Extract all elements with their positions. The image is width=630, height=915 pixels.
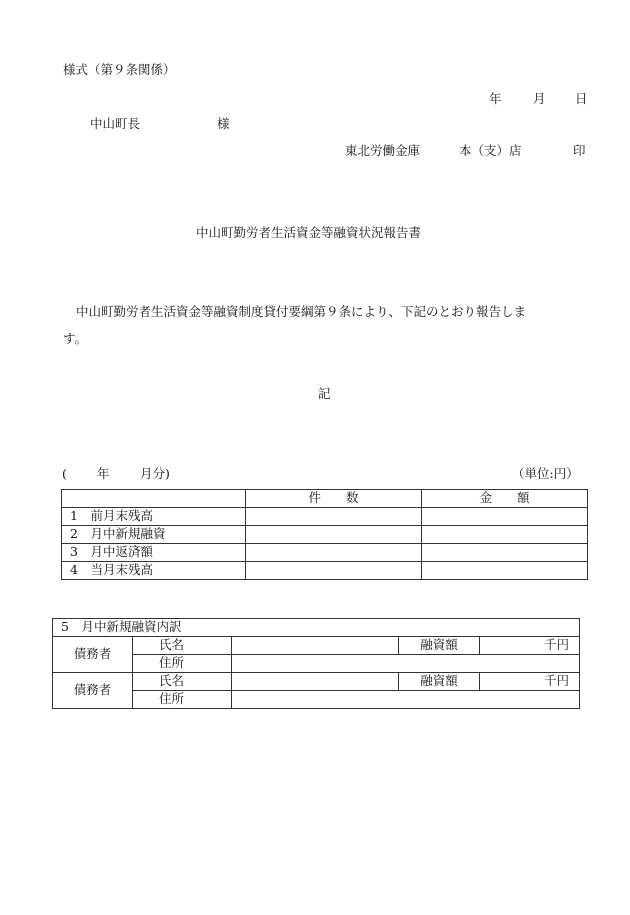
ki-heading: 記 — [318, 386, 331, 401]
table-row — [62, 526, 588, 544]
address-label: 住所 — [133, 655, 232, 673]
body-text-line1: 中山町勤労者生活資金等融資制度貸付要綱第９条により、下記のとおり報告しま — [76, 304, 527, 319]
summary-header-count: 件 数 — [246, 490, 422, 508]
address-label: 住所 — [133, 691, 232, 709]
amount-cell[interactable] — [422, 562, 588, 580]
table-row — [62, 508, 588, 526]
unit-label: （単位:円） — [512, 466, 579, 481]
date-day-label: 日 — [575, 91, 588, 106]
summary-row-label: 3 月中返済額 — [62, 544, 246, 562]
count-cell[interactable] — [246, 544, 422, 562]
period-month-label: 月分) — [140, 466, 170, 481]
summary-header-row — [62, 490, 588, 508]
amount-cell[interactable] — [422, 544, 588, 562]
date-year-label: 年 — [489, 91, 502, 106]
summary-table — [61, 489, 588, 580]
name-input-cell[interactable] — [232, 637, 399, 655]
name-input-cell[interactable] — [232, 673, 399, 691]
unit-sen-yen-label: 千円 — [480, 673, 580, 691]
sender-org: 東北労働金庫 — [345, 143, 421, 158]
addressee-name: 中山町長 — [90, 116, 141, 131]
period-year-label: 年 — [97, 466, 110, 481]
period-open-paren: ( — [62, 466, 67, 481]
seal-mark: 印 — [573, 143, 586, 158]
table-row — [62, 544, 588, 562]
summary-header-blank — [62, 490, 246, 508]
debtor-label: 債務者 — [53, 637, 133, 673]
body-text-line2: す。 — [63, 331, 88, 346]
amount-cell[interactable] — [422, 508, 588, 526]
name-label: 氏名 — [133, 637, 232, 655]
table-row — [53, 691, 580, 709]
name-label: 氏名 — [133, 673, 232, 691]
sender-branch: 本（支）店 — [459, 143, 522, 158]
document-title: 中山町勤労者生活資金等融資状況報告書 — [196, 225, 422, 240]
summary-header-amount: 金 額 — [422, 490, 588, 508]
count-cell[interactable] — [246, 562, 422, 580]
breakdown-header-row — [53, 619, 580, 637]
addressee-honorific: 様 — [217, 116, 230, 131]
amount-cell[interactable] — [422, 526, 588, 544]
breakdown-table — [52, 618, 580, 709]
table-row — [53, 637, 580, 655]
loan-amount-label: 融資額 — [399, 673, 480, 691]
form-label: 様式（第９条関係） — [63, 62, 176, 77]
date-month-label: 月 — [533, 91, 546, 106]
address-input-cell[interactable] — [232, 655, 580, 673]
table-row — [53, 655, 580, 673]
summary-row-label: 1 前月末残高 — [62, 508, 246, 526]
summary-row-label: 2 月中新規融資 — [62, 526, 246, 544]
table-row — [53, 673, 580, 691]
breakdown-header: 5 月中新規融資内訳 — [53, 619, 580, 637]
loan-amount-label: 融資額 — [399, 637, 480, 655]
unit-sen-yen-label: 千円 — [480, 637, 580, 655]
debtor-label: 債務者 — [53, 673, 133, 709]
count-cell[interactable] — [246, 526, 422, 544]
count-cell[interactable] — [246, 508, 422, 526]
summary-row-label: 4 当月末残高 — [62, 562, 246, 580]
address-input-cell[interactable] — [232, 691, 580, 709]
table-row — [62, 562, 588, 580]
